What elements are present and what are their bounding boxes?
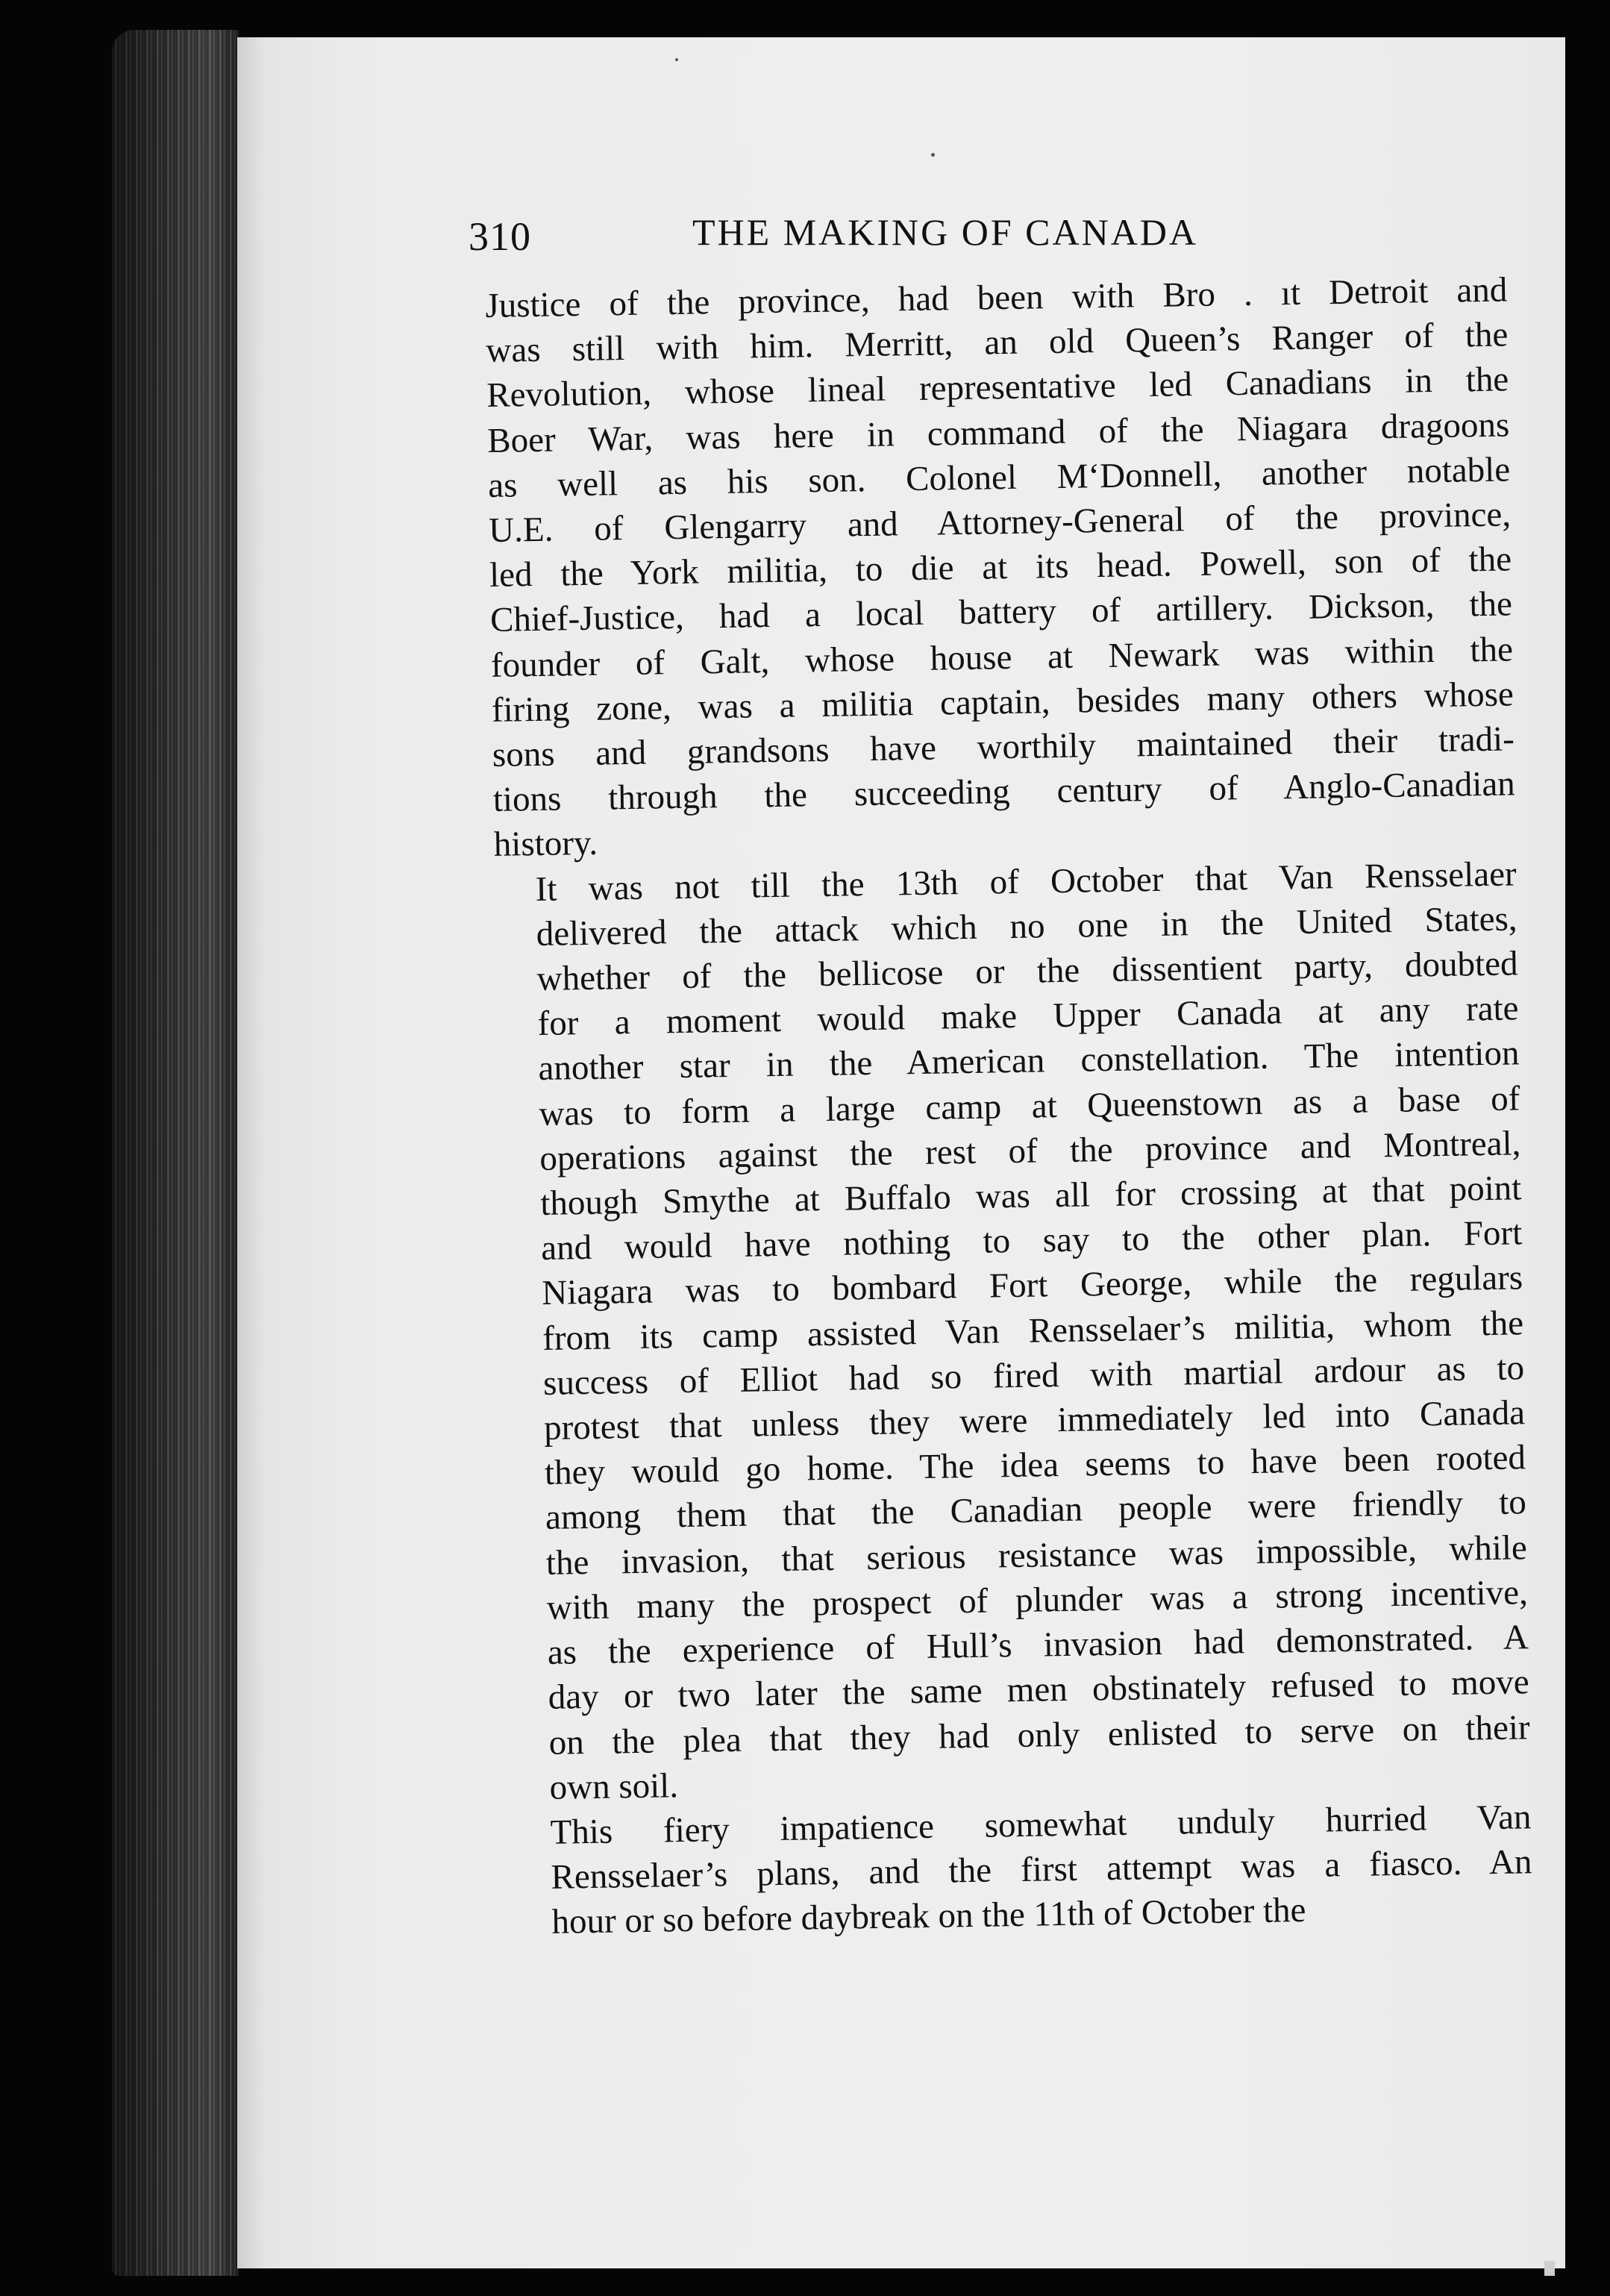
- text-line: It was not till the 13th of October that Van Rensselaer: [535, 854, 1517, 909]
- text-line: was still with him. Merritt, an old Queen’s Ranger of the: [486, 315, 1509, 371]
- paragraph: [509, 1795, 1533, 1945]
- text-line: firing zone, was a militia captain, besides many others whose: [491, 675, 1515, 730]
- text-line: Chief-Justice, had a local battery of artillery. Dickson, the: [489, 584, 1513, 640]
- text-line: for a moment would make Upper Canada at any rate: [537, 989, 1519, 1044]
- text-line: with many the prospect of plunder was a strong incentive,: [546, 1573, 1529, 1627]
- running-title: THE MAKING OF CANADA: [692, 211, 1199, 253]
- text-line: among them that the Canadian people were friendly to: [545, 1483, 1527, 1538]
- page-header: [469, 213, 1543, 273]
- text-line: Revolution, whose lineal representative led Canadians in the: [486, 360, 1509, 416]
- body-text: [485, 267, 1533, 1945]
- dust-speck: [675, 58, 678, 61]
- paragraph: [485, 267, 1516, 867]
- book-spine-shade: [112, 30, 239, 2276]
- text-line: founder of Galt, whose house at Newark was within the: [490, 630, 1514, 685]
- text-line: history.: [493, 824, 598, 865]
- text-line: hour or so before daybreak on the 11th of October the: [551, 1891, 1306, 1942]
- text-line: Boer War, was here in command of the Niagara dragoons: [486, 405, 1510, 460]
- text-line: from its camp assisted Van Rensselaer’s militia, whom the: [542, 1303, 1524, 1358]
- text-line: another star in the American constellation. The intention: [538, 1033, 1520, 1089]
- text-line: delivered the attack which no one in the United States,: [536, 899, 1517, 954]
- corner-mark: [1544, 2261, 1555, 2276]
- text-line: on the plea that they had only enlisted to serve on their: [548, 1707, 1530, 1762]
- text-line: U.E. of Glengarry and Attorney-General of the province,: [488, 495, 1512, 550]
- text-line: whether of the bellicose or the dissentient party, doubted: [536, 944, 1518, 999]
- text-line: Justice of the province, had been with Bro . ıt Detroit and: [485, 270, 1508, 325]
- paragraph: [494, 851, 1531, 1811]
- text-line: tions through the succeeding century of Anglo-Canadian: [492, 764, 1516, 820]
- text-line: sons and grandsons have worthily maintained their tradi-: [492, 719, 1515, 775]
- text-line: the invasion, that serious resistance was impossible, while: [545, 1527, 1528, 1583]
- text-line: own soil.: [549, 1765, 679, 1807]
- text-line: This fiery impatience somewhat unduly hurried Van: [550, 1798, 1532, 1852]
- text-line: they would go home. The idea seems to have been rooted: [544, 1438, 1526, 1493]
- text-line: as the experience of Hull’s invasion had demonstrated. A: [547, 1618, 1529, 1673]
- text-line: as well as his son. Colonel M‘Donnell, another notable: [487, 450, 1511, 505]
- text-line: and would have nothing to say to the other plan. Fort: [540, 1213, 1523, 1269]
- text-line: protest that unless they were immediately led into Canada: [543, 1393, 1526, 1448]
- page-number: 310: [469, 214, 531, 259]
- text-line: Rensselaer’s plans, and the first attempt was a fiasco. An: [551, 1842, 1532, 1897]
- text-line: success of Elliot had so fired with martial ardour as to: [542, 1348, 1525, 1403]
- text-line: operations against the rest of the province and Montreal,: [539, 1124, 1521, 1178]
- text-line: though Smythe at Buffalo was all for crossing at that point: [539, 1169, 1522, 1224]
- dust-speck: [931, 153, 935, 157]
- text-line: led the York militia, to die at its head. Powell, son of the: [489, 539, 1512, 595]
- text-line: Niagara was to bombard Fort George, while the regulars: [541, 1258, 1523, 1313]
- text-line: was to form a large camp at Queenstown as a base of: [539, 1079, 1520, 1133]
- text-line: day or two later the same men obstinately refused to move: [548, 1662, 1530, 1718]
